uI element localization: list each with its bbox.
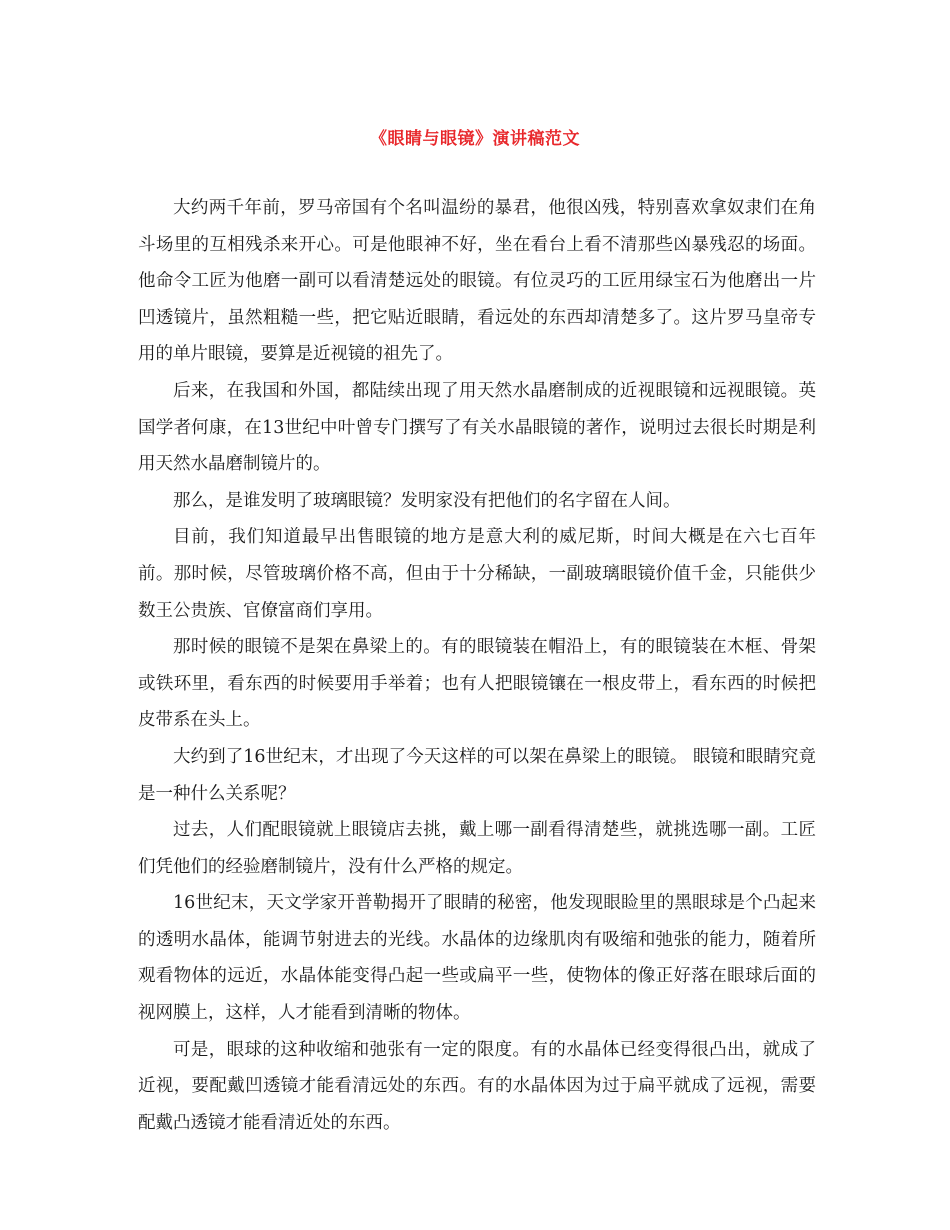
paragraph-6: 大约到了16世纪末，才出现了今天这样的可以架在鼻梁上的眼镜。 眼镜和眼睛究竟是一种什么关系呢？ (138, 746, 816, 804)
paragraph-9: 可是，眼球的这种收缩和弛张有一定的限度。有的水晶体已经变得很凸出，就成了近视，要配戴凹透镜才能看清远处的东西。有的水晶体因为过于扁平就成了远视，需要配戴凸透镜才能看清近处的东西。 (138, 1039, 816, 1133)
paragraph-1: 大约两千年前，罗马帝国有个名叫温纷的暴君，他很凶残，特别喜欢拿奴隶们在角斗场里的互相残杀来开心。可是他眼神不好，坐在看台上看不清那些凶暴残忍的场面。他命令工匠为他磨一副可以看清楚远处的眼镜。有位灵巧的工匠用绿宝石为他磨出一片凹透镜片，虽然粗糙一些，把它贴近眼睛，看远处的东西却清楚多了。这片罗马皇帝专用的单片眼镜，要算是近视镜的祖先了。 (138, 198, 816, 365)
paragraph-7: 过去，人们配眼镜就上眼镜店去挑，戴上哪一副看得清楚些，就挑选哪一副。工匠们凭他们的经验磨制镜片，没有什么严格的规定。 (138, 820, 816, 877)
paragraph-2: 后来，在我国和外国，都陆续出现了用天然水晶磨制成的近视眼镜和远视眼镜。英国学者何康，在13世纪中叶曾专门撰写了有关水晶眼镜的著作，说明过去很长时期是利用天然水晶磨制镜片的。 (138, 380, 816, 475)
paragraph-5: 那时候的眼镜不是架在鼻梁上的。有的眼镜装在帽沿上，有的眼镜装在木框、骨架或铁环里，看东西的时候要用手举着；也有人把眼镜镶在一根皮带上，看东西的时候把皮带系在头上。 (138, 637, 816, 731)
paragraph-3: 那么，是谁发明了玻璃眼镜？发明家没有把他们的名字留在人间。 (173, 490, 681, 511)
document-title: 《眼睛与眼镜》演讲稿范文 (370, 129, 580, 149)
paragraph-4: 目前，我们知道最早出售眼镜的地方是意大利的威尼斯，时间大概是在六七百年前。那时候，尽管玻璃价格不高，但由于十分稀缺，一副玻璃眼镜价值千金，只能供少数王公贵族、官僚富商们享用。 (138, 527, 816, 621)
paragraph-8: 16世纪末，天文学家开普勒揭开了眼睛的秘密，他发现眼睑里的黑眼球是个凸起来的透明水晶体，能调节射进去的光线。水晶体的边缘肌肉有吸缩和弛张的能力，随着所观看物体的远近，水晶体能变得凸起一些或扁平一些，使物体的像正好落在眼球后面的视网膜上，这样，人才能看到清晰的物体。 (138, 893, 816, 1024)
document-body (138, 190, 816, 1141)
